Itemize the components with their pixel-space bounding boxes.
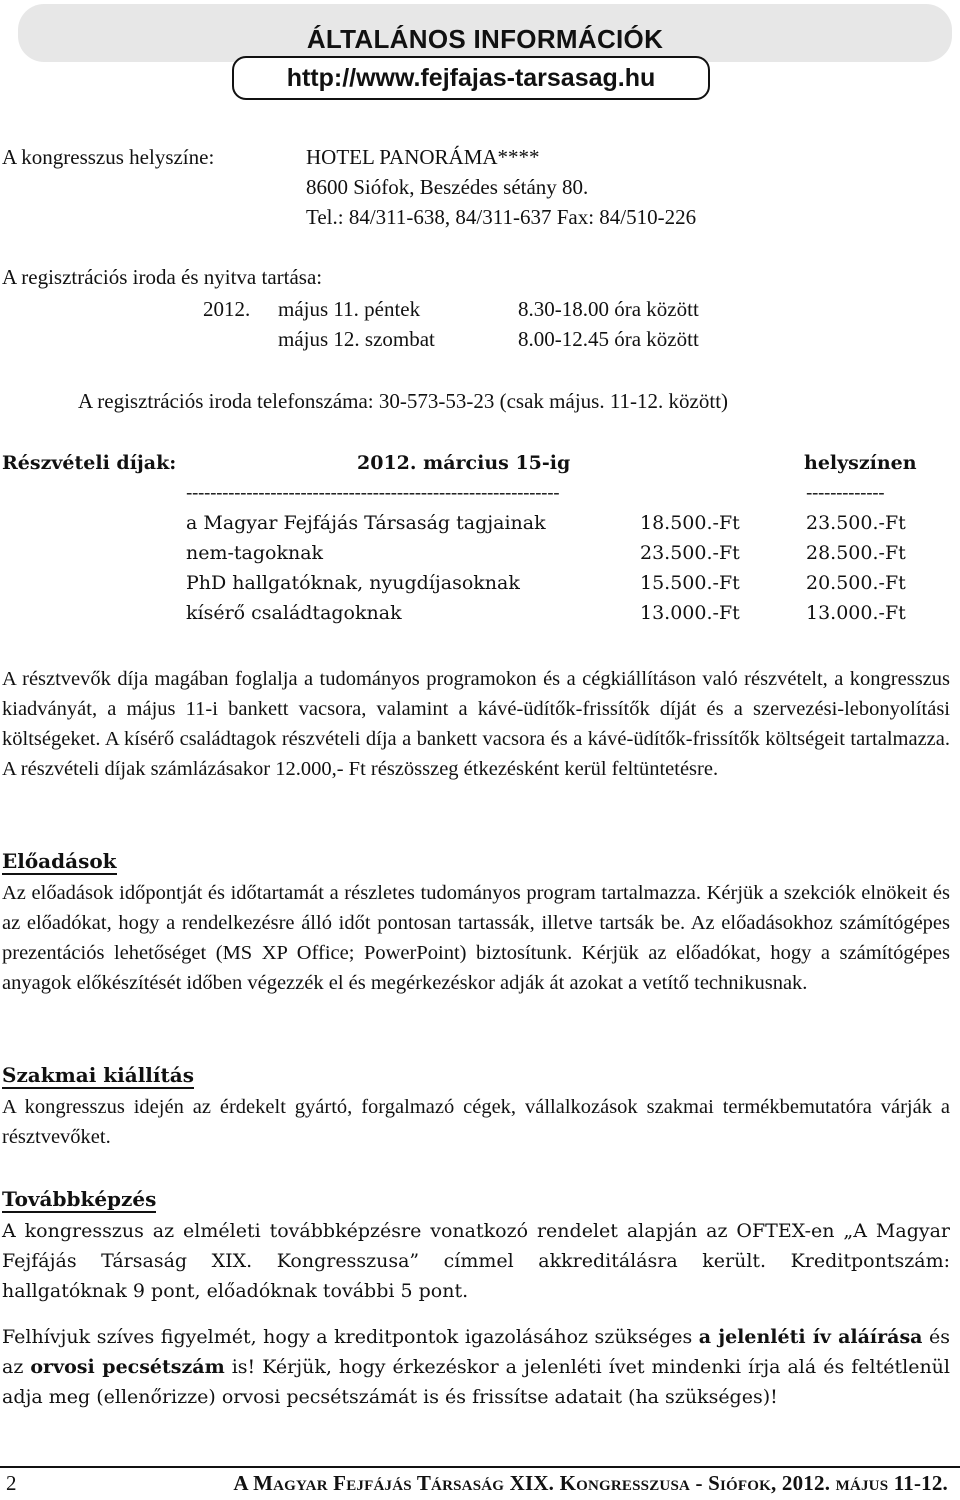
registration-day: május 11. péntek bbox=[278, 297, 421, 321]
fee-early: 23.500.-Ft bbox=[640, 542, 740, 564]
attention-emphasis: a jelenléti ív aláírása bbox=[698, 1326, 923, 1348]
attention-text: is! Kérjük, hogy érkezéskor a jelenléti ívet mindenki írja alá és feltétlenül adja meg (ellenőrizze) orvosi pecsétszámát is és frissítse adatait (ha szükséges)! bbox=[2, 1356, 950, 1408]
training-paragraph: A kongresszus az elméleti továbbképzésre vonatkozó rendelet alapján az OFTEX-en „A Magyar Fejfájás Társaság XIX. Kongresszusa” címmel akkreditálásra került. Kreditpontszám: hallgatóknak 9 pont, előadóknak további 5 pont. bbox=[2, 1220, 950, 1302]
venue-address: 8600 Siófok, Beszédes sétány 80. bbox=[306, 175, 589, 199]
fee-category: kísérő családtagoknak bbox=[186, 602, 402, 624]
registration-year: 2012. bbox=[203, 297, 251, 321]
venue-name: HOTEL PANORÁMA**** bbox=[306, 145, 540, 169]
attention-text: Felhívjuk szíves figyelmét, hogy a kreditpontok igazolásához szükséges bbox=[2, 1326, 699, 1348]
fee-category: a Magyar Fejfájás Társaság tagjainak bbox=[186, 512, 546, 534]
attention-emphasis: orvosi pecsétszám bbox=[30, 1356, 225, 1378]
fees-label: Részvételi díjak: bbox=[2, 452, 177, 474]
fee-onsite: 13.000.-Ft bbox=[806, 602, 906, 624]
fee-early: 13.000.-Ft bbox=[640, 602, 740, 624]
lectures-paragraph: Az előadások időpontját és időtartamát a részletes tudományos program tartalmazza. Kérjük a szekciók elnökeit és az előadókat, hogy a rendelkezésre álló időt pontosan tartassák, illetve tartsák be. Az előadásokhoz számítógépes prezentációs lehetőséget (MS XP Office; PowerPoint) biztosítunk. Kérjük az előadókat, hogy a számítógépes anyagok előkészítését időben végezzék el és megérkezéskor adják át azokat a vetítő technikusnak. bbox=[2, 882, 950, 994]
fees-divider: -------------------------------------------------------------- bbox=[186, 482, 560, 504]
fee-category: PhD hallgatóknak, nyugdíjasoknak bbox=[186, 572, 520, 594]
exhibition-heading bbox=[2, 1062, 194, 1088]
registration-hours: 8.30-18.00 óra között bbox=[518, 297, 699, 321]
attention-text: és az bbox=[2, 1326, 950, 1378]
venue-label: A kongresszus helyszíne: bbox=[2, 145, 215, 169]
registration-day: május 12. szombat bbox=[278, 327, 435, 351]
fee-info-paragraph: A résztvevők díja magában foglalja a tudományos programokon és a cégkiállításon való részvételt, a kongresszus kiadványát, a május 11-i bankett vacsora, valamint a kávé-üdítők-frissítők díját és a szervezési-lebonyolítási költségeket. A kísérő családtagok részvételi díja a bankett vacsora és a kávé-üdítők-frissítők költségeit tartalmazza. A részvételi díjak számlázásakor 12.000,- Ft részösszeg étkezésként kerül feltüntetésre. bbox=[2, 668, 950, 780]
header-banner bbox=[18, 4, 952, 62]
footer-divider bbox=[0, 1466, 960, 1468]
training-heading bbox=[2, 1186, 156, 1212]
lectures-heading bbox=[2, 848, 117, 874]
fee-onsite: 28.500.-Ft bbox=[806, 542, 906, 564]
fee-category: nem-tagoknak bbox=[186, 542, 324, 564]
fee-early: 15.500.-Ft bbox=[640, 572, 740, 594]
running-title: A Magyar Fejfájás Társaság XIX. Kongresszusa - Siófok, 2012. május 11-12. bbox=[233, 1471, 948, 1495]
exhibition-heading-text: Szakmai kiállítás bbox=[2, 1063, 194, 1087]
registration-phone: A regisztrációs iroda telefonszáma: 30-573-53-23 (csak május. 11-12. között) bbox=[78, 389, 729, 413]
venue-phone: Tel.: 84/311-638, 84/311-637 Fax: 84/510-226 bbox=[306, 205, 697, 229]
fees-col-onsite: helyszínen bbox=[804, 452, 917, 474]
fee-early: 18.500.-Ft bbox=[640, 512, 740, 534]
exhibition-paragraph: A kongresszus idején az érdekelt gyártó, forgalmazó cégek, vállalkozások szakmai termékbemutatóra várják a résztvevőket. bbox=[2, 1096, 950, 1148]
attention-paragraph bbox=[2, 1322, 950, 1412]
registration-hours: 8.00-12.45 óra között bbox=[518, 327, 699, 351]
fees-col-early: 2012. március 15-ig bbox=[357, 452, 571, 474]
fee-onsite: 23.500.-Ft bbox=[806, 512, 906, 534]
lectures-heading-text: Előadások bbox=[2, 849, 117, 873]
fee-onsite: 20.500.-Ft bbox=[806, 572, 906, 594]
page-number: 2 bbox=[6, 1471, 17, 1495]
website-url[interactable]: http://www.fejfajas-tarsasag.hu bbox=[232, 56, 710, 100]
page-title: ÁLTALÁNOS INFORMÁCIÓK bbox=[306, 24, 664, 54]
training-heading-text: Továbbképzés bbox=[2, 1187, 157, 1211]
fees-divider: ------------- bbox=[806, 482, 885, 504]
registration-label: A regisztrációs iroda és nyitva tartása: bbox=[2, 265, 323, 289]
